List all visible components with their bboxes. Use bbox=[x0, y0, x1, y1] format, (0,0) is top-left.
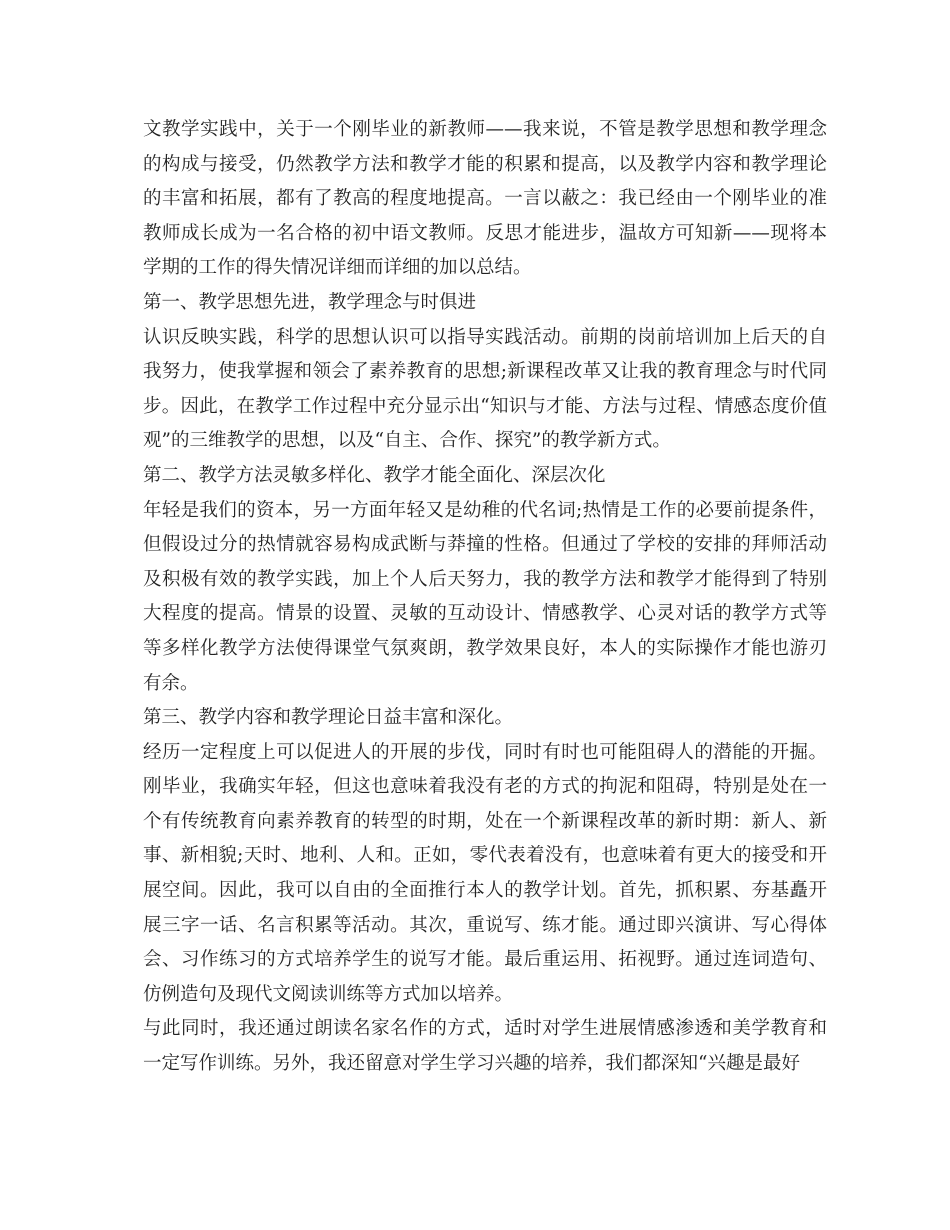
section-1-paragraph: 认识反映实践，科学的思想认识可以指导实践活动。前期的岗前培训加上后天的自我努力，使我掌握和领会了素养教育的思想;新课程改革又让我的教育理念与时代同步。因此，在教学工作过程中充分显示出“知识与才能、方法与过程、情感态度价值观”的三维教学的思想，以及“自主、合作、探究”的教学新方式。 bbox=[143, 326, 827, 452]
section-heading-2: 第二、教学方法灵敏多样化、教学才能全面化、深层次化 bbox=[143, 464, 606, 486]
section-heading-1: 第一、教学思想先进，教学理念与时俱进 bbox=[143, 291, 477, 313]
section-heading-3: 第三、教学内容和教学理论日益丰富和深化。 bbox=[143, 707, 514, 729]
closing-paragraph: 与此同时，我还通过朗读名家名作的方式，适时对学生进展情感渗透和美学教育和一定写作训练。另外，我还留意对学生学习兴趣的培养，我们都深知“兴趣是最好 bbox=[143, 1018, 827, 1075]
document-body bbox=[143, 113, 827, 1082]
section-2-paragraph: 年轻是我们的资本，另一方面年轻又是幼稚的代名词;热情是工作的必要前提条件，但假设过分的热情就容易构成武断与莽撞的性格。但通过了学校的安排的拜师活动及积极有效的教学实践，加上个人后天努力，我的教学方法和教学才能得到了特别大程度的提高。情景的设置、灵敏的互动设计、情感教学、心灵对话的教学方式等等多样化教学方法使得课堂气氛爽朗，教学效果良好，本人的实际操作才能也游刃有余。 bbox=[143, 499, 827, 694]
intro-paragraph: 文教学实践中，关于一个刚毕业的新教师——我来说，不管是教学思想和教学理念的构成与接受，仍然教学方法和教学才能的积累和提高，以及教学内容和教学理论的丰富和拓展，都有了教高的程度地提高。一言以蔽之：我已经由一个刚毕业的准教师成长成为一名合格的初中语文教师。反思才能进步，温故方可知新——现将本学期的工作的得失情况详细而详细的加以总结。 bbox=[143, 119, 827, 279]
section-3-paragraph: 经历一定程度上可以促进人的开展的步伐，同时有时也可能阻碍人的潜能的开掘。刚毕业，我确实年轻，但这也意味着我没有老的方式的拘泥和阻碍，特别是处在一个有传统教育向素养教育的转型的时期，处在一个新课程改革的新时期：新人、新事、新相貌;天时、地利、人和。正如，零代表着没有，也意味着有更大的接受和开展空间。因此，我可以自由的全面推行本人的教学计划。首先，抓积累、夯基矗开展三字一话、名言积累等活动。其次，重说写、练才能。通过即兴演讲、写心得体会、习作练习的方式培养学生的说写才能。最后重运用、拓视野。通过连词造句、仿例造句及现代文阅读训练等方式加以培养。 bbox=[143, 741, 827, 1005]
